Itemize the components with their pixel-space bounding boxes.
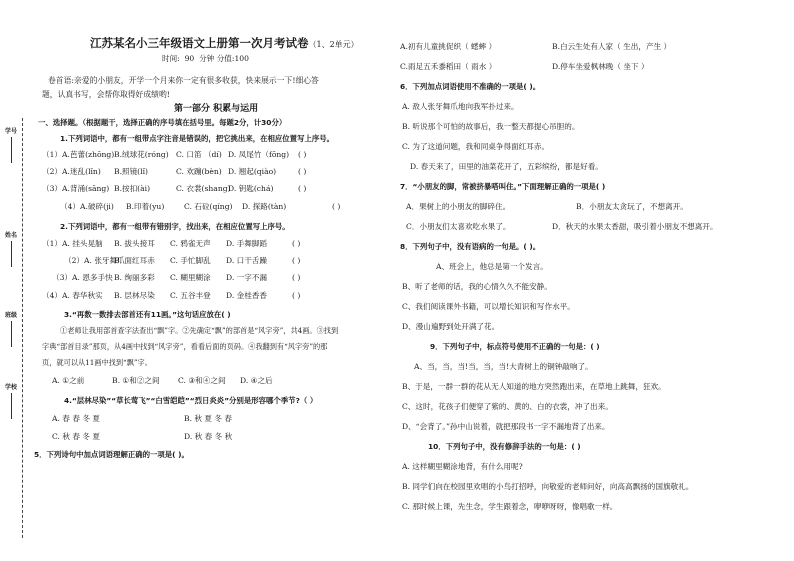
q1-4-options-row-2 <box>52 432 232 442</box>
q1-2-row-3: （3）A. 恩多手快B. 绚丽多彩 C. 糊里糊涂 D. 一字不漏 ( ) <box>52 273 301 282</box>
exam-title: 江苏某名小三年级语文上册第一次月考试卷（1、2单元） <box>90 36 359 50</box>
student-number-field: 学号 <box>2 128 20 163</box>
option-a[interactable]: A．果树上的小朋友的脚碎住。 <box>406 202 511 211</box>
option-c[interactable]: C.雨足五禾黍稻田（ 雨水 ） <box>400 62 497 71</box>
q1-1-row-4: （4）A.破碎(ji) B.印着(yu) C. 石砬(qíng) D. 探路(tàn) ( ) <box>60 202 341 211</box>
q1-4-options-row-1 <box>52 414 232 424</box>
q6-stem: 6．下列加点词语使用不准确的一项是( )。 <box>400 82 541 91</box>
q6-option-b[interactable]: B. 听说那个可怕的故事后，我一整天都提心吊胆的。 <box>402 122 580 131</box>
q1-3-body-2: 字典“部首目录”那页，从4画中找到“风字旁”，看看后面的页码。④我翻到有“风字旁”的那 <box>42 342 328 351</box>
option-d[interactable]: D.停车坐爱枫林晚（ 坐下 ） <box>552 62 649 71</box>
q1-3-options <box>52 376 273 386</box>
option-d[interactable]: D．秋天的水果太香甜，吸引着小朋友不想离开。 <box>552 222 718 231</box>
q1-4-stem: 4.“层林尽染”“草长莺飞”“白雪皑皑”“烈日炎炎”分别是形容哪个季节?（ ） <box>64 396 318 405</box>
q8-option-a[interactable]: A、班会上，他总是第一个发言。 <box>436 262 548 271</box>
option-d[interactable]: D. ④之后 <box>240 376 273 385</box>
answer-paren[interactable]: ( ) <box>292 291 301 300</box>
option-b[interactable]: B．小朋友太贪玩了，不想离开。 <box>576 202 688 211</box>
option-c[interactable]: C. 秋 春 冬 夏 <box>52 432 100 441</box>
q7-options-row-1 <box>406 202 688 212</box>
q8-stem: 8．下列句子中，没有语病的一句是。( )。 <box>400 242 541 251</box>
q1-2-row-4: （4）A. 春华秋实 B. 层林尽染 C. 五谷丰登 D. 金桂香香 ( ) <box>42 291 301 300</box>
part-one-title: 第一部分 积累与运用 <box>174 104 259 114</box>
q1-2-stem: 2.下列词语中，都有一组带有错别字，找出来，在相应位置写上序号。 <box>60 222 290 231</box>
q1-1-row-2: （2）A.迷乱(lǐn) B.照镜(lǐ) C. 欢蹦(bèn) D. 翘起(qiào) ( ) <box>42 167 307 176</box>
answer-paren[interactable]: ( ) <box>298 167 307 176</box>
q1-3-body-1: ①老师让我用部首查字法查出“飘”字。②先确定“飘”的部首是“风字旁”，共4画。③找到 <box>60 326 339 335</box>
q8-option-d[interactable]: D、漫山遍野到处开满了花。 <box>402 322 500 331</box>
answer-paren[interactable]: ( ) <box>292 273 301 282</box>
q7-options-row-2 <box>406 222 718 232</box>
q6-option-c[interactable]: C. 为了这道问题，我和同桌争得面红耳赤。 <box>402 142 550 151</box>
name-field: 姓名 <box>2 232 20 267</box>
binding-dashed-line <box>22 118 23 538</box>
q1-1-row-3: （3）A.背涌(sāng) B.按扣(ài) C. 衣裳(shang)D. 钥匙(chá) ( ) <box>42 184 307 193</box>
answer-paren[interactable]: ( ) <box>292 239 301 248</box>
intro-line-2: 题，认真书写，会帮你取得好成绩哟! <box>42 90 170 99</box>
option-b[interactable]: B. ①和②之间 <box>112 376 160 385</box>
q6-option-d[interactable]: D. 春天来了，田里的油菜花开了，五彩缤纷，都是好看。 <box>410 162 603 171</box>
option-d[interactable]: D. 秋 春 冬 秋 <box>184 432 233 441</box>
q10-option-b[interactable]: B. 同学们向在校园里欢唱的小鸟打招呼，向敬爱的老师问好，向高高飘扬的国旗敬礼。 <box>402 482 694 491</box>
option-c[interactable]: C. ③和④之间 <box>178 376 226 385</box>
q9-stem: 9．下列句子中，标点符号使用不正确的一句是：( ) <box>430 342 600 351</box>
q1-heading: 一、选择题。（根据题干，选择正确的序号填在括号里。每题2分，计30分） <box>38 118 287 127</box>
q9-option-c[interactable]: C、这时，花孩子们便穿了紫的、黄的、白的衣裳，冲了出来。 <box>402 402 613 411</box>
intro-line-1: 卷首语:亲爱的小朋友，开学一个月来你一定有很多收获，快来展示一下!细心答 <box>48 76 319 85</box>
q10-stem: 10．下列句子中，没有修辞手法的一句是：( ) <box>428 442 581 451</box>
q1-3-stem: 3.“再数一数排去部首还有11画。”这句话应放在( ) <box>64 310 231 319</box>
q8-option-c[interactable]: C、我们阅读课外书籍，可以增长知识和写作水平。 <box>402 302 575 311</box>
option-b[interactable]: B.白云生处有人家（ 生出，产生 ） <box>552 42 672 51</box>
answer-paren[interactable]: ( ) <box>298 150 307 159</box>
q1-1-row-1: （1）A.芭蕾(zhōng)B.绒球花(róng) C. 口笛 （dí) D. 凤尾竹（fōng) ( ) <box>42 150 307 159</box>
q9-option-a[interactable]: A、当，当，当!当，当，当!大青树上的铜钟敲响了。 <box>414 362 593 371</box>
q6-option-a[interactable]: A. 敌人张牙舞爪地向我军扑过来。 <box>402 102 519 111</box>
option-b[interactable]: B. 秋 夏 冬 春 <box>184 414 233 423</box>
option-a[interactable]: A. ①之前 <box>52 376 85 385</box>
q5-options-row-2 <box>400 62 649 72</box>
q10-option-a[interactable]: A. 这样糊里糊涂地背，有什么用呢? <box>402 462 523 471</box>
answer-paren[interactable]: ( ) <box>292 256 301 265</box>
answer-paren[interactable]: ( ) <box>298 184 307 193</box>
answer-paren[interactable]: ( ) <box>332 202 341 211</box>
q7-stem: 7．“小朋友的脚，常被挤暴嗒叫住。”下面理解正确的一项是( ) <box>400 182 606 191</box>
q1-3-body-3: 页，就可以从11画中找到“飘”字。 <box>42 358 152 367</box>
q1-5-stem: 5．下列诗句中加点词语理解正确的一项是( )。 <box>34 450 189 459</box>
q1-1-stem: 1.下列词语中，都有一组带点字注音是错误的，把它挑出来，在相应位置写上序号。 <box>60 134 335 143</box>
option-a[interactable]: A. 春 春 冬 夏 <box>52 414 100 423</box>
q9-option-d[interactable]: D、“会背了。”孙中山说着，就把那段书一字不漏地背了出来。 <box>402 422 610 431</box>
option-c[interactable]: C．小朋友们太喜欢吃水果了。 <box>406 222 511 231</box>
q5-options-row-1 <box>400 42 671 52</box>
binding-margin <box>0 0 40 561</box>
option-a[interactable]: A.初有儿童挑促织（ 蟋蟀 ） <box>400 42 497 51</box>
school-field: 学校 <box>2 384 20 419</box>
q8-option-b[interactable]: B、听了老师的话，我的心情久久不能安静。 <box>402 282 552 291</box>
q1-2-row-2: （2）A. 张牙舞爪B. 面红耳赤 C. 手忙脚乱 D. 口干舌躁 ( ) <box>64 256 301 265</box>
exam-info: 时间: 90 分钟 分值:100 <box>162 54 249 63</box>
q1-2-row-1: （1）A. 挂头晃脑 B. 拔头接耳 C. 鸦雀无声 D. 手舞脚蹈 ( ) <box>42 239 301 248</box>
q9-option-b[interactable]: B、于是，一群一群的花从无人知道的地方突然跑出来，在草地上跳舞，狂欢。 <box>402 382 666 391</box>
q10-option-c[interactable]: C. 那时候上课，先生念，学生跟着念，咿咿呀呀，像唱歌一样。 <box>402 502 618 511</box>
class-field: 班级 <box>2 312 20 347</box>
